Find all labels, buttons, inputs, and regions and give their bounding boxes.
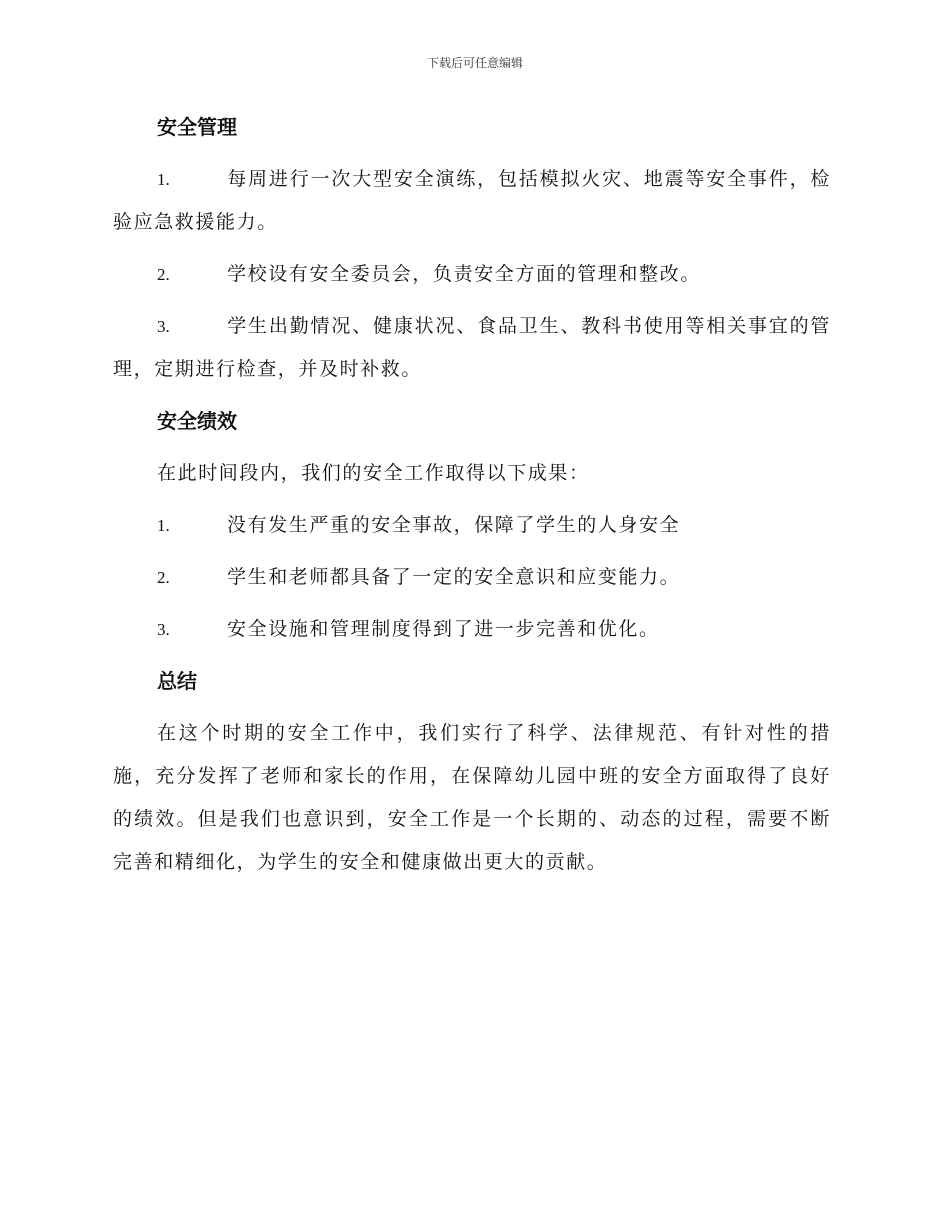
document-body [113,106,831,893]
list-item-text: 没有发生严重的安全事故，保障了学生的人身安全 [227,514,681,536]
list-item [113,608,831,651]
header-note: 下载后可任意编辑 [426,56,523,70]
performance-intro: 在此时间段内，我们的安全工作取得以下成果： [157,462,590,484]
list-item-text: 安全设施和管理制度得到了进一步完善和优化。 [227,618,660,640]
list-item [113,504,831,547]
list-item-number: 1. [157,516,170,535]
section-title-summary: 总结 [157,669,197,693]
section-title-management: 安全管理 [157,115,237,139]
list-item [113,158,831,244]
list-item [113,556,831,599]
section-title-performance: 安全绩效 [157,409,237,433]
summary-paragraph: 在这个时期的安全工作中，我们实行了科学、法律规范、有针对性的措施，充分发挥了老师和家长的作用，在保障幼儿园中班的安全方面取得了良好的绩效。但是我们也意识到，安全工作是一个长期的、动态的过程，需要不断完善和精细化，为学生的安全和健康做出更大的贡献。 [113,722,831,873]
list-item-number: 2. [157,265,170,284]
list-item-text: 学生出勤情况、健康状况、食品卫生、教科书使用等相关事宜的管理，定期进行检查，并及时补救。 [113,315,831,380]
list-item-text: 学校设有安全委员会，负责安全方面的管理和整改。 [227,263,701,285]
list-item [113,253,831,296]
list-item-number: 1. [157,170,170,189]
list-item-text: 每周进行一次大型安全演练，包括模拟火灾、地震等安全事件，检验应急救援能力。 [113,168,831,233]
list-item-number: 3. [157,620,170,639]
list-item-number: 2. [157,568,170,587]
list-item-text: 学生和老师都具备了一定的安全意识和应变能力。 [227,566,681,588]
list-item [113,305,831,391]
list-item-number: 3. [157,317,170,336]
